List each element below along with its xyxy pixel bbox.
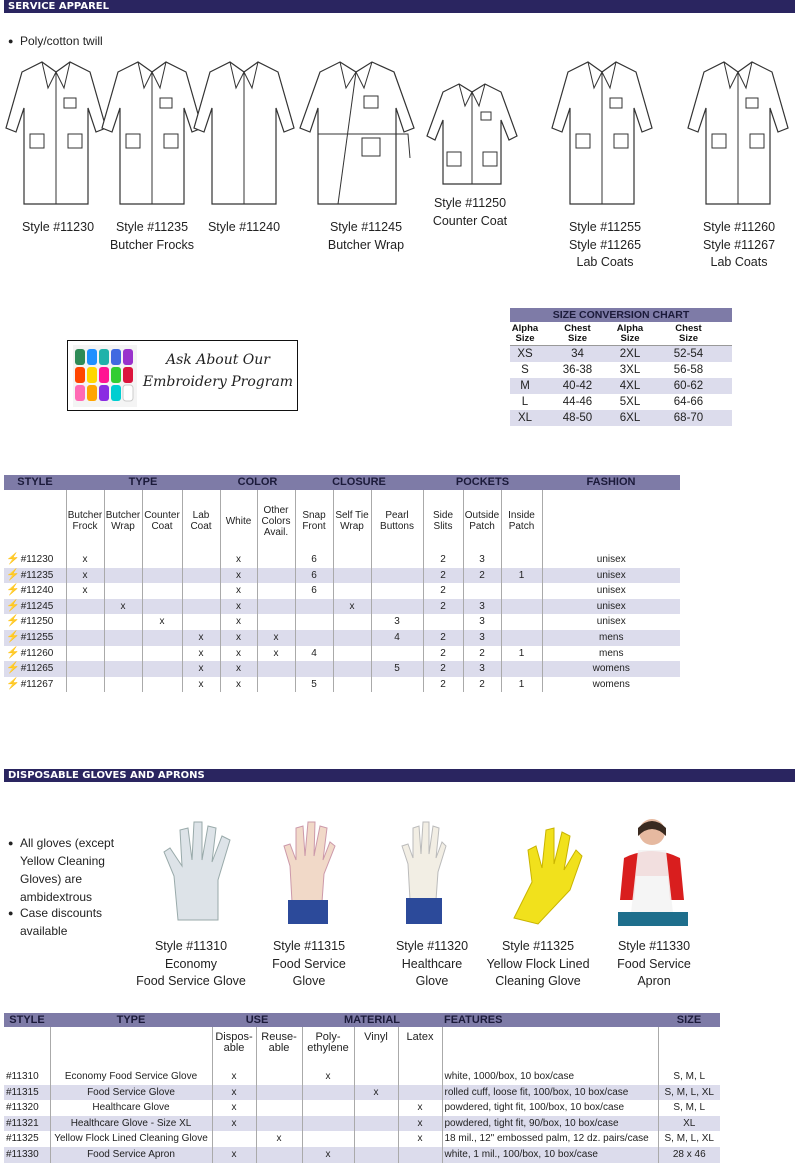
table-cell	[257, 568, 295, 584]
apron-model-image	[618, 814, 688, 926]
table-cell	[66, 614, 104, 630]
lightning-bolt-icon: ⚡	[6, 630, 20, 643]
glove-spec-table	[4, 1013, 720, 1163]
table-cell: white, 1 mil., 100/box, 10 box/case	[442, 1147, 658, 1163]
table-cell	[142, 583, 182, 599]
table-cell: #11310	[6, 1071, 39, 1082]
bullet-item: ● Poly/cotton twill	[8, 34, 103, 48]
table-cell	[66, 677, 104, 693]
table-cell: x	[220, 568, 257, 584]
table-cell	[142, 630, 182, 646]
table-cell: x	[142, 614, 182, 630]
table-cell	[333, 646, 371, 662]
thread-spools-image	[73, 345, 137, 407]
table-cell: S, M, L, XL	[658, 1131, 720, 1147]
table-cell	[66, 646, 104, 662]
table-cell: x	[220, 630, 257, 646]
table-cell	[302, 1100, 354, 1116]
table-row: XS 34 2XL 52-54	[510, 346, 732, 362]
table-cell	[182, 599, 220, 615]
table-cell: #11320	[6, 1102, 39, 1114]
table-cell: unisex	[542, 552, 680, 568]
table-cell	[257, 599, 295, 615]
table-cell	[257, 552, 295, 568]
table-row	[4, 568, 680, 584]
table-cell: 2	[463, 677, 501, 693]
table-column-headers: Dispos- able Reuse- able Poly- ethylene Vinyl Latex	[4, 1027, 720, 1069]
garment-caption: Style #11245 Butcher Wrap	[327, 220, 405, 252]
table-cell	[333, 661, 371, 677]
table-cell	[142, 568, 182, 584]
table-cell	[501, 583, 542, 599]
table-cell	[398, 1069, 442, 1085]
table-cell	[104, 661, 142, 677]
table-cell	[142, 599, 182, 615]
table-cell: 6	[295, 583, 333, 599]
table-row	[4, 630, 680, 646]
table-cell	[256, 1069, 302, 1085]
butcher-frock-plain-image	[192, 58, 296, 208]
table-cell	[182, 552, 220, 568]
table-cell: #11321	[4, 1116, 50, 1132]
table-row	[4, 583, 680, 599]
glove-caption: Style #11315 Food Service Glove	[272, 939, 346, 988]
table-cell	[371, 583, 423, 599]
table-cell	[256, 1116, 302, 1132]
table-row	[4, 1131, 720, 1147]
lightning-bolt-icon: ⚡	[6, 677, 20, 690]
table-cell	[371, 599, 423, 615]
butcher-wrap-image	[298, 58, 418, 208]
table-cell: 28 x 46	[658, 1147, 720, 1163]
table-column-headers: Butcher Frock Butcher Wrap Counter Coat Lab Coat White Other Colors Avail. Snap Front Self Tie Wrap Pearl Buttons Side Slits Outside Patch Inside Patch	[4, 490, 680, 552]
style-number-cell: ⚡#11230	[4, 552, 66, 568]
table-row	[4, 1085, 720, 1101]
table-cell: x	[398, 1116, 442, 1132]
table-cell: 2	[423, 552, 463, 568]
table-cell: x	[212, 1100, 256, 1116]
style-number-cell: ⚡#11265	[4, 661, 66, 677]
table-cell: 3	[463, 552, 501, 568]
table-cell	[142, 646, 182, 662]
size-chart-body	[510, 346, 732, 426]
table-cell: 4	[295, 646, 333, 662]
table-cell	[302, 1131, 354, 1147]
table-cell: 2	[463, 568, 501, 584]
table-cell	[501, 661, 542, 677]
table-cell: 2	[423, 599, 463, 615]
table-row	[4, 614, 680, 630]
table-cell	[501, 552, 542, 568]
table-cell	[354, 1131, 398, 1147]
table-cell: Food Service Apron	[50, 1147, 212, 1163]
table-cell	[257, 583, 295, 599]
table-cell: unisex	[542, 599, 680, 615]
table-cell	[354, 1116, 398, 1132]
table-cell	[371, 568, 423, 584]
table-cell: 2	[423, 677, 463, 693]
lightning-bolt-icon: ⚡	[6, 568, 20, 581]
table-cell: 2	[423, 568, 463, 584]
lab-coat-image	[4, 58, 108, 208]
table-cell: 1	[501, 646, 542, 662]
table-cell	[333, 552, 371, 568]
table-cell	[371, 646, 423, 662]
table-cell: 2	[423, 646, 463, 662]
table-row	[4, 1147, 720, 1163]
glove-caption: Style #11320 Healthcare Glove	[395, 939, 469, 988]
table-cell: 3	[463, 661, 501, 677]
style-number-cell: ⚡#11260	[4, 646, 66, 662]
table-cell	[142, 661, 182, 677]
table-cell	[212, 1131, 256, 1147]
table-cell	[256, 1085, 302, 1101]
table-cell	[104, 568, 142, 584]
table-cell: powdered, tight fit, 90/box, 10 box/case	[442, 1116, 658, 1132]
table-cell	[333, 614, 371, 630]
table-cell: Yellow Flock Lined Cleaning Glove	[50, 1131, 212, 1147]
table-cell	[182, 583, 220, 599]
table-row	[4, 599, 680, 615]
bullet-item: ● Case discounts available	[8, 906, 103, 938]
table-cell: x	[182, 630, 220, 646]
table-row	[4, 1116, 720, 1132]
style-number-cell: ⚡#11255	[4, 630, 66, 646]
table-cell: 6	[295, 568, 333, 584]
table-cell: x	[220, 661, 257, 677]
bullet-item: ● All gloves (except Yellow Cleaning Gloves) are ambidextrous	[8, 836, 115, 904]
table-cell	[302, 1116, 354, 1132]
table-cell: womens	[542, 661, 680, 677]
food-service-glove-image	[278, 816, 338, 926]
table-cell: unisex	[542, 583, 680, 599]
garment-caption: Style #11260 Style #11267 Lab Coats	[702, 220, 776, 269]
table-row	[4, 1100, 720, 1116]
table-cell: 3	[463, 599, 501, 615]
table-cell: x	[302, 1069, 354, 1085]
glove-table-body	[4, 1069, 720, 1163]
lightning-bolt-icon: ⚡	[6, 615, 20, 628]
table-cell: x	[182, 677, 220, 693]
table-cell: x	[104, 599, 142, 615]
size-chart-title: SIZE CONVERSION CHART	[510, 308, 732, 322]
table-cell	[423, 614, 463, 630]
table-cell	[66, 661, 104, 677]
garment-caption: Style #11235 Butcher Frocks	[109, 220, 195, 252]
table-cell: 5	[371, 661, 423, 677]
table-cell	[104, 614, 142, 630]
section-header-gloves: DISPOSABLE GLOVES AND APRONS	[4, 769, 795, 782]
table-cell	[501, 630, 542, 646]
table-cell: rolled cuff, loose fit, 100/box, 10 box/case	[442, 1085, 658, 1101]
table-group-header: STYLE TYPE COLOR CLOSURE POCKETS FASHION	[4, 475, 680, 490]
table-cell: white, 1000/box, 10 box/case	[442, 1069, 658, 1085]
glove-caption: Style #11325 Yellow Flock Lined Cleaning Glove	[486, 939, 590, 988]
table-row: L 44-46 5XL 64-66	[521, 396, 704, 408]
glove-caption: Style #11310 Economy Food Service Glove	[136, 939, 246, 988]
table-cell: Food Service Glove	[50, 1085, 212, 1101]
style-number-cell: ⚡#11245	[4, 599, 66, 615]
table-cell	[104, 646, 142, 662]
table-row	[4, 661, 680, 677]
table-cell	[104, 630, 142, 646]
table-cell: #11330	[4, 1147, 50, 1163]
table-cell	[142, 677, 182, 693]
table-cell: x	[398, 1100, 442, 1116]
embroidery-promo: Ask About Our Embroidery Program	[67, 340, 298, 411]
table-cell	[66, 599, 104, 615]
table-cell	[295, 599, 333, 615]
garment-caption: Style #11255 Style #11265 Lab Coats	[568, 220, 642, 269]
table-cell: mens	[542, 630, 680, 646]
table-cell	[257, 661, 295, 677]
size-chart-header: Alpha Size Chest Size Alpha Size Chest Size	[510, 322, 732, 346]
table-cell	[257, 614, 295, 630]
table-cell	[371, 552, 423, 568]
table-cell	[182, 614, 220, 630]
table-cell	[295, 630, 333, 646]
table-cell: powdered, tight fit, 100/box, 10 box/case	[442, 1100, 658, 1116]
table-cell: Economy Food Service Glove	[50, 1069, 212, 1085]
lab-coat-image	[686, 58, 790, 208]
table-cell	[295, 614, 333, 630]
table-cell: x	[220, 583, 257, 599]
table-row: XL 48-50 6XL 68-70	[510, 410, 732, 426]
table-cell: x	[66, 583, 104, 599]
table-cell	[354, 1147, 398, 1163]
table-cell	[333, 677, 371, 693]
table-cell: 6	[295, 552, 333, 568]
table-cell: x	[212, 1085, 256, 1101]
table-cell: x	[398, 1131, 442, 1147]
economy-glove-image	[160, 816, 240, 924]
table-cell: S, M, L, XL	[658, 1085, 720, 1101]
table-cell: x	[212, 1147, 256, 1163]
table-cell: x	[212, 1116, 256, 1132]
table-cell: x	[220, 599, 257, 615]
table-cell: x	[220, 677, 257, 693]
table-cell	[104, 583, 142, 599]
table-cell	[398, 1147, 442, 1163]
table-cell	[104, 677, 142, 693]
table-cell: mens	[542, 646, 680, 662]
table-cell: x	[302, 1147, 354, 1163]
table-cell: Healthcare Glove - Size XL	[50, 1116, 212, 1132]
table-cell	[333, 630, 371, 646]
table-cell: 3	[463, 630, 501, 646]
table-cell: Healthcare Glove	[50, 1100, 212, 1116]
yellow-cleaning-glove-image	[508, 820, 588, 928]
table-cell: 5	[295, 677, 333, 693]
table-cell	[142, 552, 182, 568]
style-number-cell: ⚡#11250	[4, 614, 66, 630]
table-row	[4, 646, 680, 662]
table-cell: x	[257, 646, 295, 662]
table-cell: x	[354, 1085, 398, 1101]
table-cell: 18 mil., 12" embossed palm, 12 dz. pairs/case	[442, 1131, 658, 1147]
counter-coat-image	[425, 80, 519, 188]
table-cell	[501, 599, 542, 615]
table-cell: x	[182, 661, 220, 677]
table-cell	[256, 1147, 302, 1163]
table-cell: S, M, L	[658, 1069, 720, 1085]
lightning-bolt-icon: ⚡	[6, 662, 20, 675]
apparel-table-body	[4, 552, 680, 692]
table-row	[4, 677, 680, 693]
table-cell	[295, 661, 333, 677]
garment-caption: Style #11250 Counter Coat	[432, 196, 508, 228]
table-cell: 4	[371, 630, 423, 646]
lightning-bolt-icon: ⚡	[6, 553, 20, 565]
glove-caption: Style #11330 Food Service Apron	[617, 939, 691, 988]
table-cell	[354, 1069, 398, 1085]
table-cell: 2	[463, 646, 501, 662]
lightning-bolt-icon: ⚡	[6, 584, 20, 597]
table-cell	[302, 1085, 354, 1101]
table-row	[4, 552, 680, 568]
table-cell: x	[182, 646, 220, 662]
table-cell	[501, 614, 542, 630]
table-cell: 2	[423, 661, 463, 677]
table-cell	[182, 568, 220, 584]
table-row: S 36-38 3XL 56-58	[521, 364, 704, 376]
garment-caption: Style #11240	[207, 220, 281, 234]
table-cell: x	[212, 1069, 256, 1085]
lightning-bolt-icon: ⚡	[6, 599, 20, 612]
table-cell: x	[66, 552, 104, 568]
size-conversion-chart	[510, 308, 732, 426]
lab-coat-image	[550, 58, 654, 208]
section-header-apparel: SERVICE APPAREL	[4, 0, 795, 13]
table-cell: #11325	[6, 1133, 39, 1145]
table-row	[4, 1069, 720, 1085]
table-cell	[256, 1100, 302, 1116]
table-cell: 3	[371, 614, 423, 630]
style-number-cell: ⚡#11267	[4, 677, 66, 693]
healthcare-glove-image	[398, 816, 448, 928]
lightning-bolt-icon: ⚡	[6, 646, 20, 659]
table-cell: 1	[501, 677, 542, 693]
table-cell: 2	[423, 583, 463, 599]
table-cell: x	[220, 646, 257, 662]
butcher-frock-image	[100, 58, 204, 208]
table-cell: x	[333, 599, 371, 615]
table-cell	[354, 1100, 398, 1116]
table-cell	[66, 630, 104, 646]
table-cell: x	[257, 630, 295, 646]
garment-caption: Style #11230	[21, 220, 95, 234]
style-number-cell: ⚡#11235	[4, 568, 66, 584]
table-cell	[333, 583, 371, 599]
table-cell: S, M, L	[658, 1100, 720, 1116]
table-cell	[104, 552, 142, 568]
table-row: M 40-42 4XL 60-62	[510, 378, 732, 394]
table-cell: x	[220, 552, 257, 568]
table-cell	[257, 677, 295, 693]
table-cell: 3	[463, 614, 501, 630]
table-cell	[463, 583, 501, 599]
table-cell: 2	[423, 630, 463, 646]
table-cell: 1	[501, 568, 542, 584]
style-number-cell: ⚡#11240	[4, 583, 66, 599]
table-cell: x	[256, 1131, 302, 1147]
table-cell	[371, 677, 423, 693]
table-cell	[333, 568, 371, 584]
table-cell: x	[66, 568, 104, 584]
table-cell: #11315	[4, 1085, 50, 1101]
table-group-header: STYLE TYPE USE MATERIAL FEATURES SIZE	[4, 1013, 720, 1027]
table-cell: unisex	[542, 568, 680, 584]
table-cell: x	[220, 614, 257, 630]
table-cell: womens	[542, 677, 680, 693]
table-cell: unisex	[542, 614, 680, 630]
table-cell	[398, 1085, 442, 1101]
table-cell: XL	[658, 1116, 720, 1132]
apparel-spec-table	[4, 475, 680, 692]
